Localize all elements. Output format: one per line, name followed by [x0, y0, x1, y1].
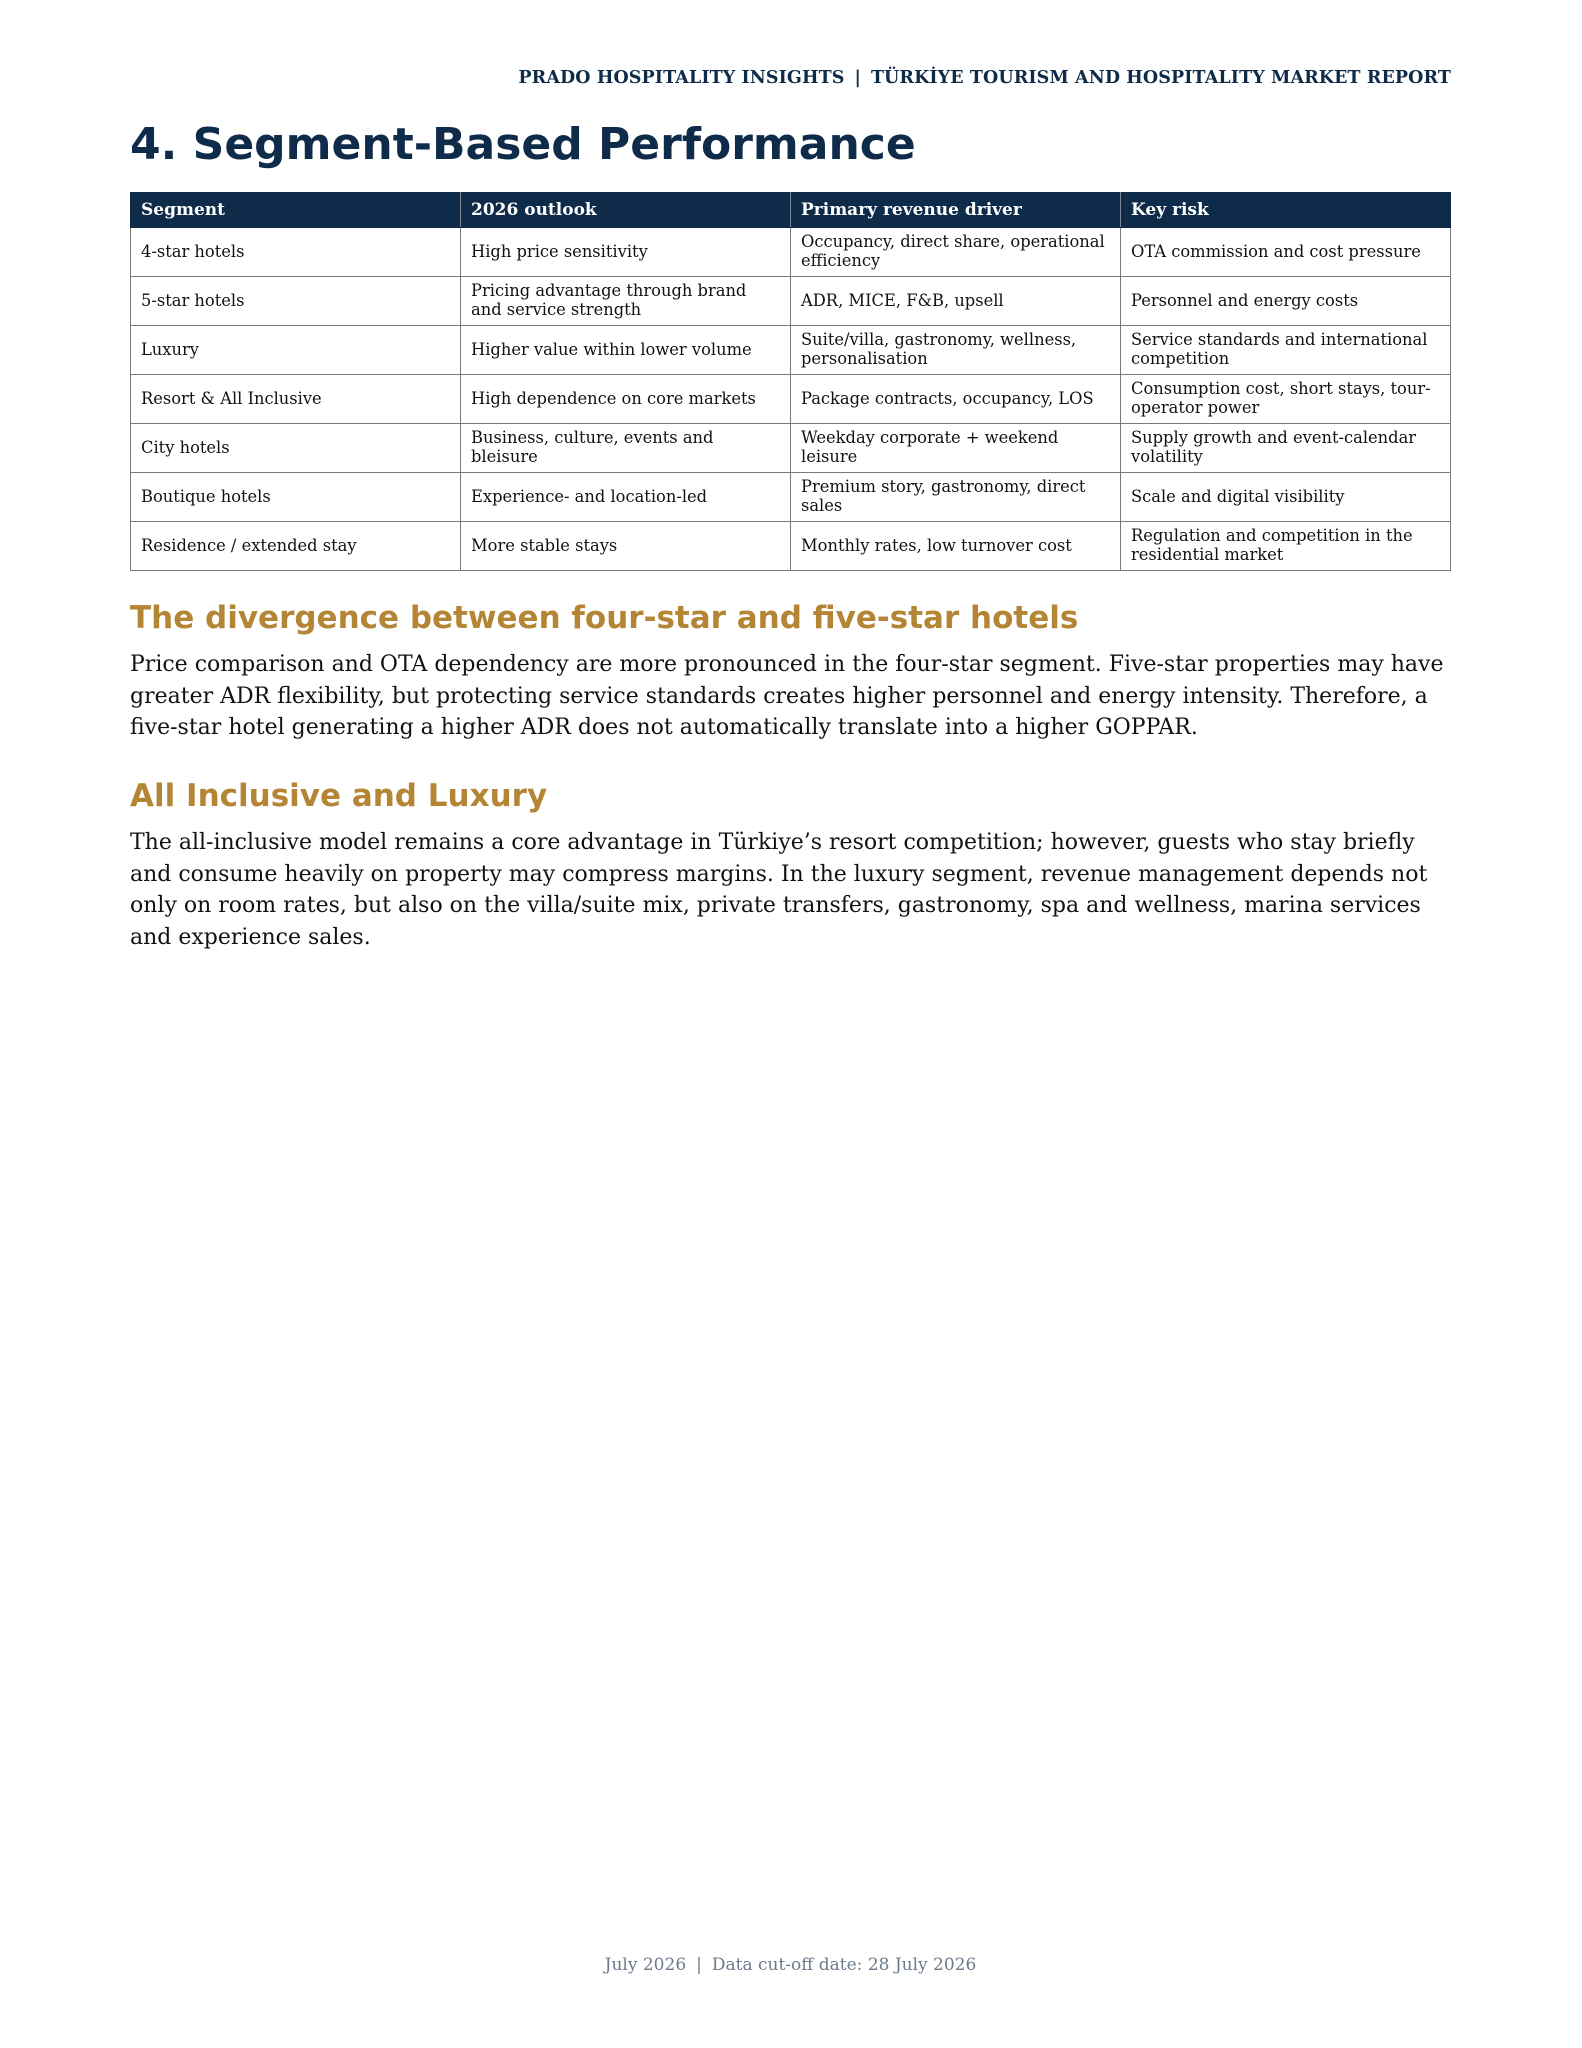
page-title: 4. Segment-Based Performance — [130, 119, 916, 170]
column-header-outlook: 2026 outlook — [461, 193, 791, 228]
cell-segment: Boutique hotels — [131, 473, 461, 522]
table-row — [131, 473, 1451, 522]
cell-revenue-driver: Premium story, gastronomy, direct sales — [791, 473, 1121, 522]
cell-outlook: More stable stays — [461, 522, 791, 571]
cell-segment: Luxury — [131, 326, 461, 375]
header-publisher: PRADO HOSPITALITY INSIGHTS — [518, 68, 845, 88]
cell-outlook: Business, culture, events and bleisure — [461, 424, 791, 473]
running-header — [518, 68, 1451, 88]
page-footer — [130, 1955, 1451, 1975]
footer-separator: | — [696, 1955, 702, 1975]
cell-revenue-driver: Package contracts, occupancy, LOS — [791, 375, 1121, 424]
cell-segment: 5-star hotels — [131, 277, 461, 326]
header-separator: | — [854, 68, 861, 88]
cell-key-risk: Regulation and competition in the residential market — [1121, 522, 1451, 571]
table-row — [131, 228, 1451, 277]
cell-key-risk: Supply growth and event-calendar volatility — [1121, 424, 1451, 473]
cell-revenue-driver: Occupancy, direct share, operational efficiency — [791, 228, 1121, 277]
cell-outlook: Pricing advantage through brand and service strength — [461, 277, 791, 326]
section-body-star-divergence: Price comparison and OTA dependency are more pronounced in the four-star segment. Five-star properties may have greater ADR flexibility, but protecting service standards creates higher personnel and energy intensity. Therefore, a five-star hotel generating a higher ADR does not automatically translate into a higher GOPPAR. — [130, 652, 1444, 740]
header-report-title: TÜRKİYE TOURISM AND HOSPITALITY MARKET REPORT — [870, 68, 1451, 88]
cell-segment: Resort & All Inclusive — [131, 375, 461, 424]
segment-performance-table — [130, 192, 1451, 571]
table-header-row — [131, 193, 1451, 228]
table-row — [131, 522, 1451, 571]
cell-key-risk: OTA commission and cost pressure — [1121, 228, 1451, 277]
cell-outlook: Experience- and location-led — [461, 473, 791, 522]
cell-revenue-driver: Suite/villa, gastronomy, wellness, personalisation — [791, 326, 1121, 375]
cell-segment: City hotels — [131, 424, 461, 473]
column-header-key-risk: Key risk — [1121, 193, 1451, 228]
cell-revenue-driver: ADR, MICE, F&B, upsell — [791, 277, 1121, 326]
footer-cutoff: Data cut-off date: 28 July 2026 — [711, 1955, 977, 1975]
column-header-revenue-driver: Primary revenue driver — [791, 193, 1121, 228]
table-row — [131, 424, 1451, 473]
cell-key-risk: Consumption cost, short stays, tour-operator power — [1121, 375, 1451, 424]
cell-outlook: High price sensitivity — [461, 228, 791, 277]
footer-date: July 2026 — [604, 1955, 687, 1975]
section-heading-all-inclusive-luxury: All Inclusive and Luxury — [130, 778, 548, 814]
cell-outlook: Higher value within lower volume — [461, 326, 791, 375]
table-row — [131, 326, 1451, 375]
table-row — [131, 277, 1451, 326]
column-header-segment: Segment — [131, 193, 461, 228]
cell-key-risk: Personnel and energy costs — [1121, 277, 1451, 326]
cell-segment: 4-star hotels — [131, 228, 461, 277]
section-heading-star-divergence: The divergence between four-star and five-star hotels — [130, 600, 1079, 636]
section-body-all-inclusive-luxury: The all-inclusive model remains a core advantage in Türkiye’s resort competition; however, guests who stay briefly and consume heavily on property may compress margins. In the luxury segment, revenue management depends not only on room rates, but also on the villa/suite mix, private transfers, gastronomy, spa and wellness, marina services and experience sales. — [130, 830, 1428, 950]
cell-key-risk: Service standards and international competition — [1121, 326, 1451, 375]
cell-revenue-driver: Monthly rates, low turnover cost — [791, 522, 1121, 571]
cell-revenue-driver: Weekday corporate + weekend leisure — [791, 424, 1121, 473]
cell-segment: Residence / extended stay — [131, 522, 461, 571]
cell-key-risk: Scale and digital visibility — [1121, 473, 1451, 522]
table-row — [131, 375, 1451, 424]
cell-outlook: High dependence on core markets — [461, 375, 791, 424]
